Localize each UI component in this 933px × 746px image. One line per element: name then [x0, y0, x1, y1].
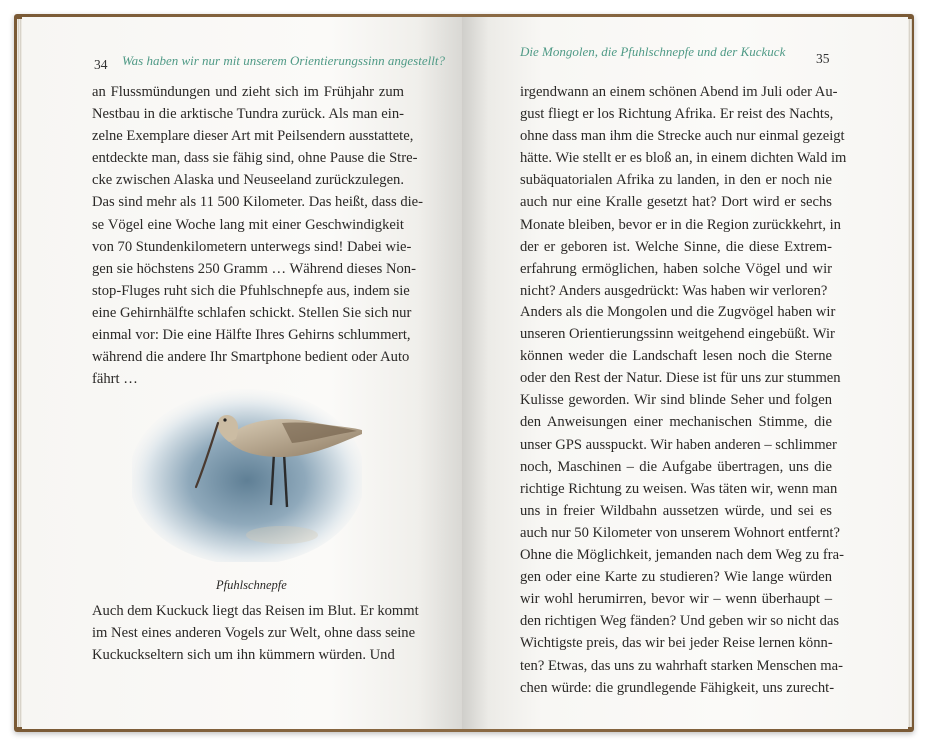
page-number: 35: [816, 51, 830, 66]
figure-caption: Pfuhlschnepfe: [216, 578, 287, 592]
text-line: einmal vor: Die eine Hälfte Ihres Gehirns schlummert,: [92, 327, 411, 344]
paragraph: [520, 301, 844, 699]
text-line: richtige Richtung zu weisen. Was täten wir, wenn man: [520, 480, 838, 497]
text-line: gust fliegt er los Richtung Afrika. Er reist des Nachts,: [520, 106, 834, 123]
text-line: noch, Maschinen – die Aufgabe übertragen, uns die: [520, 458, 832, 475]
text-line: Wichtigste preis, das wir bei jeder Reise lernen könn-: [520, 635, 833, 652]
text-line: auch nur 50 Kilometer von unserem Wohnort entfernt?: [520, 524, 840, 541]
text-line: chen würde: die grundlegende Fähigkeit, uns zurecht-: [520, 679, 835, 696]
text-line: an Flussmündungen und zieht sich im Frühjahr zum: [92, 84, 404, 100]
text-line: se Vögel eine Woche lang mit einer Geschwindigkeit: [92, 216, 404, 233]
paragraph: [520, 81, 847, 302]
text-line: nicht? Anders ausgedrückt: Was haben wir verloren?: [520, 282, 828, 299]
text-line: Kuckuckseltern sich um ihn kümmern würden. Und: [92, 647, 395, 664]
text-line: unser GPS ausspuckt. Wir haben anderen – schlimmer: [520, 436, 837, 453]
page-number: 34: [94, 57, 108, 72]
text-line: uns in freier Wildbahn aussetzen würde, und sei es: [520, 502, 832, 519]
text-line: gen oder eine Karte zu studieren? Wie lange würden: [520, 569, 832, 586]
running-head: Was haben wir nur mit unserem Orientierungssinn angestellt?: [122, 53, 445, 68]
text-line: entdeckte man, dass sie fähig sind, ohne Pause die Stre-: [92, 150, 418, 167]
text-line: im Nest eines anderen Vogels zur Welt, ohne dass seine: [92, 625, 416, 642]
text-line: Nestbau in die arktische Tundra zurück. Als man ein-: [92, 106, 404, 123]
text-line: können weder die Landschaft lesen noch die Sterne: [520, 348, 832, 365]
text-line: der er geboren ist. Welche Sinne, die diese Extrem-: [520, 238, 832, 255]
text-line: unseren Orientierungssinn weitgehend eingebüßt. Wir: [520, 326, 835, 343]
text-line: hätte. Wie stellt er es bloß an, in einem dichten Wald im: [520, 150, 847, 167]
running-head: Die Mongolen, die Pfuhlschnepfe und der Kuckuck: [520, 44, 786, 59]
sandpiper-photo: [132, 387, 362, 562]
text-line: zelne Exemplare dieser Art mit Peilsendern ausstattete,: [92, 128, 414, 145]
paragraph: [92, 600, 419, 666]
text-line: von 70 Stundenkilometern unterwegs sind! Dabei wie-: [92, 238, 412, 255]
text-line: Das sind mehr als 11 500 Kilometer. Das heißt, dass die-: [92, 194, 424, 211]
left-page: [22, 17, 462, 729]
right-page: [462, 17, 908, 729]
text-line: Kulisse geworden. Wir sind blinde Seher und folgen: [520, 392, 832, 409]
text-line: eine Gehirnhälfte schlafen schickt. Stellen Sie sich nur: [92, 304, 412, 321]
text-line: erfahrung ermöglichen, haben solche Vögel und wir: [520, 260, 832, 277]
text-line: wir wohl herumirren, bevor wir – wenn überhaupt –: [520, 591, 832, 608]
text-line: Auch dem Kuckuck liegt das Reisen im Blut. Er kommt: [92, 603, 419, 619]
text-line: fährt …: [92, 371, 138, 388]
text-line: Anders als die Mongolen und die Zugvögel haben wir: [520, 304, 836, 320]
text-line: Monate bleiben, bevor er in die Region zurückkehrt, in: [520, 216, 841, 233]
text-line: ohne dass man ihm die Strecke auch nur einmal gezeigt: [520, 128, 845, 145]
text-line: während die andere Ihr Smartphone bedient oder Auto: [92, 349, 410, 366]
text-line: Ohne die Möglichkeit, jemanden nach dem Weg zu fra-: [520, 547, 844, 564]
text-line: cke zwischen Alaska und Neuseeland zurückzulegen.: [92, 172, 404, 189]
text-line: oder den Rest der Natur. Diese ist für uns zur stummen: [520, 370, 841, 387]
text-line: auch nur eine Kralle gesetzt hat? Dort wird er sechs: [520, 194, 832, 211]
paragraph: [92, 81, 424, 390]
text-line: irgendwann an einem schönen Abend im Juli oder Au-: [520, 84, 838, 100]
text-line: den Anweisungen einer mechanischen Stimme, die: [520, 414, 832, 431]
text-line: ten? Etwas, das uns zu wahrhaft starken Menschen ma-: [520, 657, 843, 674]
text-line: subäquatorialen Afrika zu landen, in den er noch nie: [520, 172, 832, 189]
text-line: den richtigen Weg fänden? Und geben wir so nicht das: [520, 613, 840, 630]
text-line: gen sie höchstens 250 Gramm … Während dieses Non-: [92, 260, 416, 277]
text-line: stop-Fluges ruht sich die Pfuhlschnepfe aus, indem sie: [92, 282, 410, 299]
